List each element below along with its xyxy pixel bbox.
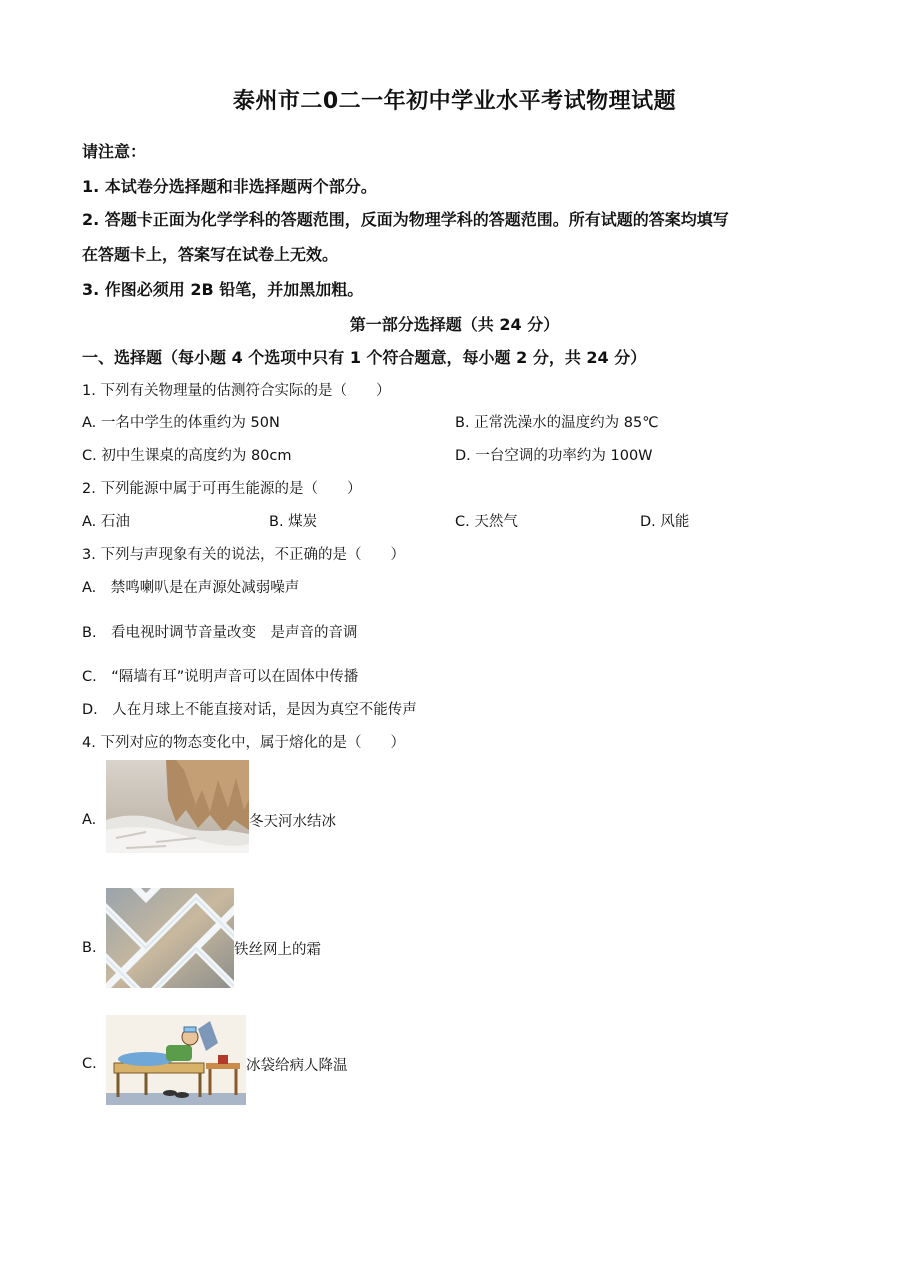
question-2-option-b: B. 煤炭 — [269, 514, 318, 530]
question-4-option-c-caption: 冰袋给病人降温 — [246, 1058, 348, 1074]
question-2-option-c: C. 天然气 — [455, 514, 518, 530]
question-4-option-b-letter: B. — [82, 940, 97, 956]
question-4-option-b-caption: 铁丝网上的霜 — [234, 942, 321, 958]
page-title: 泰州市二0二一年初中学业水平考试物理试题 — [232, 89, 677, 114]
notice-item-3: 3. 作图必须用 2B 铅笔，并加黑加粗。 — [82, 280, 364, 299]
frozen-river-image — [106, 760, 249, 853]
question-4-option-a-letter: A. — [82, 812, 97, 828]
notice-item-2: 2. 答题卡正面为化学学科的答题范围，反面为物理学科的答题范围。所有试题的答案均填写 — [82, 210, 729, 229]
section1-title: 一、选择题（每小题 4 个选项中只有 1 个符合题意，每小题 2 分，共 24 分） — [82, 348, 647, 367]
question-1-option-c: C. 初中生课桌的高度约为 80cm — [82, 448, 292, 464]
question-3-stem: 3. 下列与声现象有关的说法，不正确的是（ ） — [82, 547, 405, 563]
notice-item-2-cont: 在答题卡上，答案写在试卷上无效。 — [82, 245, 339, 264]
part1-title: 第一部分选择题（共 24 分） — [349, 315, 560, 334]
question-1-option-a: A. 一名中学生的体重约为 50N — [82, 415, 280, 431]
question-2-option-d: D. 风能 — [640, 514, 690, 530]
notice-heading: 请注意： — [82, 142, 147, 161]
ice-bag-patient-image — [106, 1015, 246, 1105]
notice-item-1: 1. 本试卷分选择题和非选择题两个部分。 — [82, 177, 377, 196]
question-3-option-a: A. 禁鸣喇叭是在声源处减弱噪声 — [82, 580, 300, 596]
question-4-stem: 4. 下列对应的物态变化中，属于熔化的是（ ） — [82, 735, 405, 751]
question-1-stem: 1. 下列有关物理量的估测符合实际的是（ ） — [82, 383, 391, 399]
question-1-option-d: D. 一台空调的功率约为 100W — [455, 448, 653, 464]
question-4-option-a-caption: 冬天河水结冰 — [249, 814, 336, 830]
question-3-option-d: D. 人在月球上不能直接对话，是因为真空不能传声 — [82, 702, 417, 718]
question-4-option-c-letter: C. — [82, 1056, 97, 1072]
question-2-option-a: A. 石油 — [82, 514, 130, 530]
question-2-stem: 2. 下列能源中属于可再生能源的是（ ） — [82, 481, 362, 497]
question-1-option-b: B. 正常洗澡水的温度约为 85℃ — [455, 415, 659, 431]
frosted-wire-mesh-image — [106, 888, 234, 988]
question-3-option-b: B. 看电视时调节音量改变 是声音的音调 — [82, 625, 358, 641]
question-3-option-c: C. “隔墙有耳”说明声音可以在固体中传播 — [82, 669, 359, 685]
